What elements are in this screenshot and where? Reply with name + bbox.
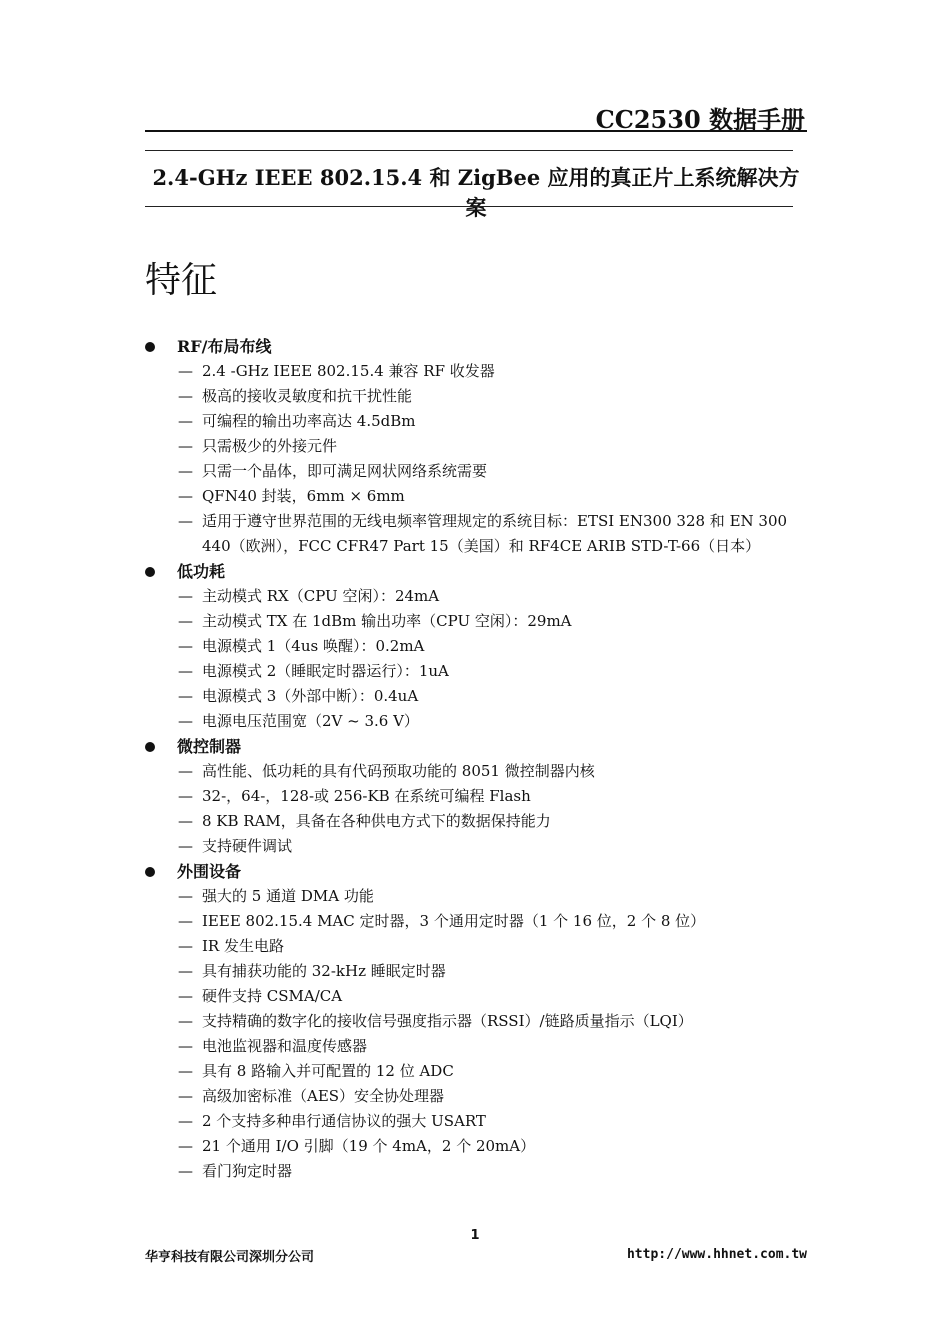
list-item: — 电源电压范围宽（2V ~ 3.6 V）	[145, 709, 810, 734]
section-peripherals	[145, 859, 810, 884]
dash-icon: —	[178, 637, 193, 655]
features-heading: 特征	[145, 260, 218, 301]
bullet-icon	[145, 567, 155, 577]
section-title: 低功耗	[177, 562, 226, 581]
dash-icon: —	[178, 412, 193, 430]
list-item: — 电源模式 2（睡眠定时器运行）：1uA	[145, 659, 810, 684]
dash-icon: —	[178, 812, 193, 830]
section-title: 外围设备	[177, 862, 242, 881]
document-title: CC2530 数据手册	[595, 105, 805, 134]
footer-company: 华亨科技有限公司深圳分公司	[145, 1250, 315, 1265]
dash-icon: —	[178, 1037, 193, 1055]
section-rf-layout	[145, 334, 810, 359]
page-number: 1	[470, 1228, 480, 1243]
dash-icon: —	[178, 712, 193, 730]
list-item: — 只需一个晶体，即可满足网状网络系统需要	[145, 459, 810, 484]
list-item: — 主动模式 RX（CPU 空闲）：24mA	[145, 584, 810, 609]
dash-icon: —	[178, 937, 193, 955]
list-item: — 极高的接收灵敏度和抗干扰性能	[145, 384, 810, 409]
bullet-icon	[145, 867, 155, 877]
dash-icon: —	[178, 1137, 193, 1155]
dash-icon: —	[178, 787, 193, 805]
list-item: — 硬件支持 CSMA/CA	[145, 984, 810, 1009]
dash-icon: —	[178, 762, 193, 780]
list-item: — 高性能、低功耗的具有代码预取功能的 8051 微控制器内核	[145, 759, 810, 784]
features-list	[145, 334, 810, 1184]
list-item: — 支持硬件调试	[145, 834, 810, 859]
document-subtitle: 2.4-GHz IEEE 802.15.4 和 ZigBee 应用的真正片上系统解决方案	[152, 165, 800, 220]
dash-icon: —	[178, 387, 193, 405]
list-item: — 具有捕获功能的 32-kHz 睡眠定时器	[145, 959, 810, 984]
section-microcontroller	[145, 734, 810, 759]
dash-icon: —	[178, 362, 193, 380]
list-item: — 2.4 -GHz IEEE 802.15.4 兼容 RF 收发器	[145, 359, 810, 384]
list-item: — 只需极少的外接元件	[145, 434, 810, 459]
list-item: — 支持精确的数字化的接收信号强度指示器（RSSI）/链路质量指示（LQI）	[145, 1009, 810, 1034]
dash-icon: —	[178, 962, 193, 980]
section-title: RF/布局布线	[177, 337, 272, 356]
header-rule	[145, 130, 807, 132]
list-item: — 主动模式 TX 在 1dBm 输出功率（CPU 空闲）：29mA	[145, 609, 810, 634]
dash-icon: —	[178, 1062, 193, 1080]
dash-icon: —	[178, 987, 193, 1005]
dash-icon: —	[178, 462, 193, 480]
dash-icon: —	[178, 837, 193, 855]
list-item: — 看门狗定时器	[145, 1159, 810, 1184]
dash-icon: —	[178, 1012, 193, 1030]
dash-icon: —	[178, 437, 193, 455]
list-item: — 32-，64-，128-或 256-KB 在系统可编程 Flash	[145, 784, 810, 809]
list-item: — 强大的 5 通道 DMA 功能	[145, 884, 810, 909]
list-item: — 适用于遵守世界范围的无线电频率管理规定的系统目标：ETSI EN300 328 和 EN 300 440（欧洲），FCC CFR47 Part 15（美国）和 RF4CE ARIB STD-T-66（日本）	[145, 509, 810, 559]
list-item: — QFN40 封装，6mm × 6mm	[145, 484, 810, 509]
dash-icon: —	[178, 687, 193, 705]
list-item: — 8 KB RAM，具备在各种供电方式下的数据保持能力	[145, 809, 810, 834]
list-item: — IEEE 802.15.4 MAC 定时器，3 个通用定时器（1 个 16 位，2 个 8 位）	[145, 909, 810, 934]
dash-icon: —	[178, 487, 193, 505]
list-item: — 电源模式 1（4us 唤醒）：0.2mA	[145, 634, 810, 659]
dash-icon: —	[178, 912, 193, 930]
bullet-icon	[145, 742, 155, 752]
subtitle-bottom-rule	[145, 206, 793, 207]
footer-url[interactable]: http://www.hhnet.com.tw	[626, 1247, 807, 1262]
list-item: — 21 个通用 I/O 引脚（19 个 4mA，2 个 20mA）	[145, 1134, 810, 1159]
bullet-icon	[145, 342, 155, 352]
dash-icon: —	[178, 587, 193, 605]
list-item: — 电池监视器和温度传感器	[145, 1034, 810, 1059]
list-item: — 高级加密标准（AES）安全协处理器	[145, 1084, 810, 1109]
list-item: — 可编程的输出功率高达 4.5dBm	[145, 409, 810, 434]
dash-icon: —	[178, 512, 193, 530]
subtitle-top-rule	[145, 150, 793, 151]
dash-icon: —	[178, 887, 193, 905]
section-low-power	[145, 559, 810, 584]
dash-icon: —	[178, 1162, 193, 1180]
dash-icon: —	[178, 662, 193, 680]
list-item: — IR 发生电路	[145, 934, 810, 959]
list-item: — 2 个支持多种串行通信协议的强大 USART	[145, 1109, 810, 1134]
list-item: — 具有 8 路输入并可配置的 12 位 ADC	[145, 1059, 810, 1084]
dash-icon: —	[178, 612, 193, 630]
section-title: 微控制器	[177, 737, 242, 756]
dash-icon: —	[178, 1087, 193, 1105]
dash-icon: —	[178, 1112, 193, 1130]
list-item: — 电源模式 3（外部中断）：0.4uA	[145, 684, 810, 709]
